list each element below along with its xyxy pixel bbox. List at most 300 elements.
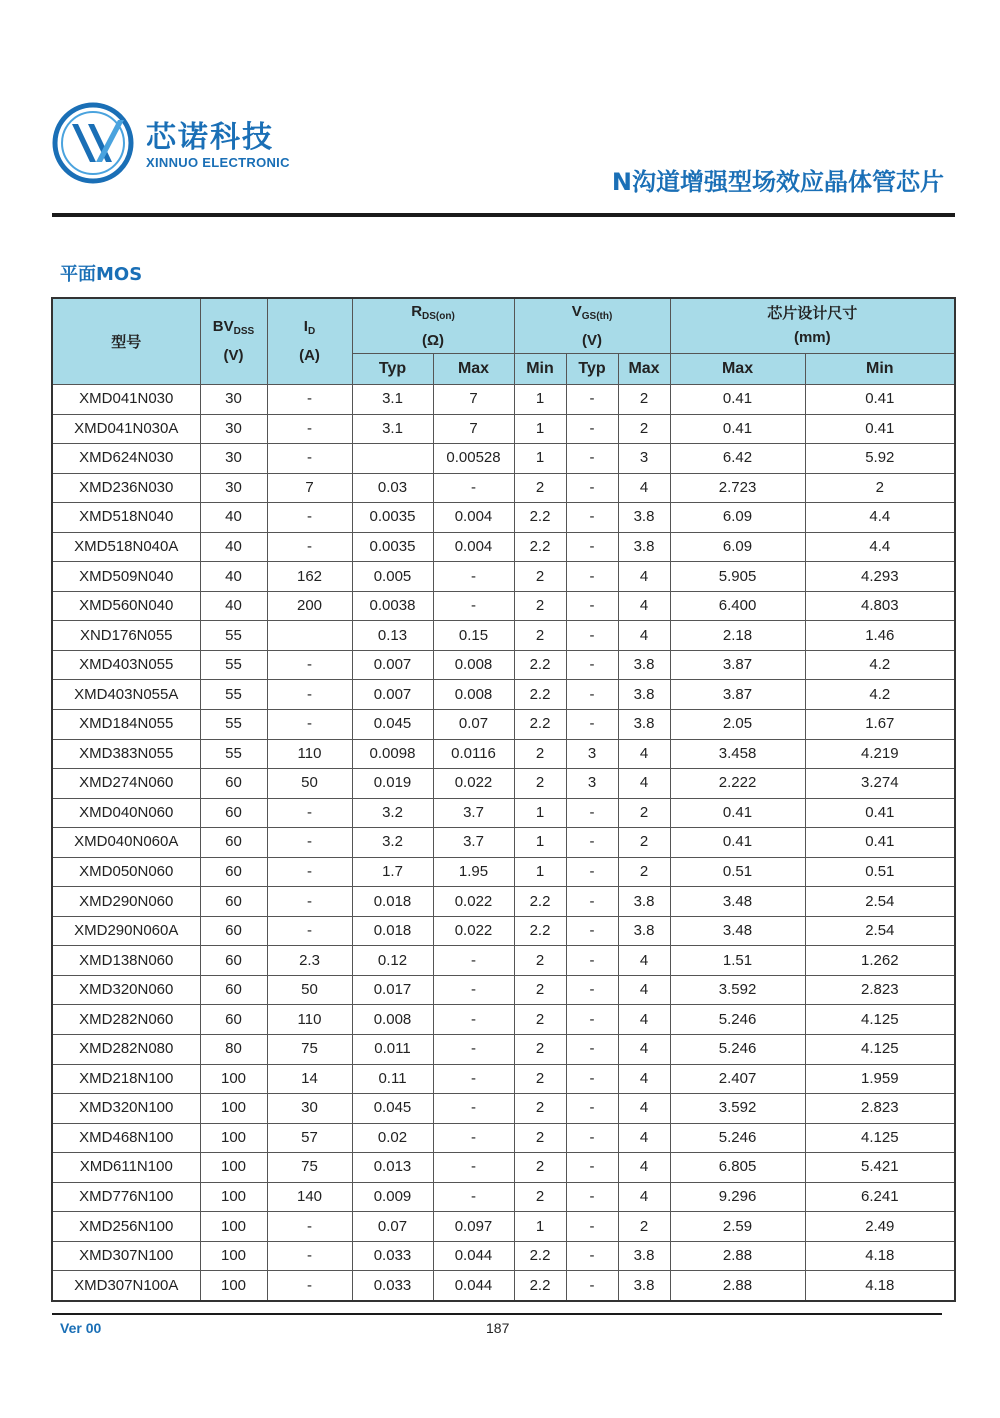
cell-bvdss: 80	[200, 1035, 267, 1065]
cell-size-min: 1.67	[805, 710, 955, 740]
cell-id: 75	[267, 1035, 352, 1065]
cell-vgs-max: 2	[618, 798, 670, 828]
cell-size-max: 6.09	[670, 532, 805, 562]
cell-rds-max: 0.022	[433, 769, 514, 799]
cell-model: XMD184N055	[52, 710, 200, 740]
cell-vgs-min: 2	[514, 1123, 566, 1153]
cell-size-min: 2.49	[805, 1212, 955, 1242]
cell-size-max: 2.222	[670, 769, 805, 799]
cell-vgs-max: 3.8	[618, 650, 670, 680]
cell-size-max: 1.51	[670, 946, 805, 976]
cell-size-min: 2.823	[805, 1094, 955, 1124]
table-row	[52, 828, 955, 858]
cell-vgs-min: 2	[514, 946, 566, 976]
cell-rds-typ: 0.018	[352, 887, 433, 917]
table-row	[52, 621, 955, 651]
table-row	[52, 1064, 955, 1094]
cell-vgs-typ: 3	[566, 769, 618, 799]
cell-vgs-max: 3.8	[618, 710, 670, 740]
cell-rds-typ: 0.045	[352, 1094, 433, 1124]
cell-vgs-min: 2.2	[514, 916, 566, 946]
table-row	[52, 414, 955, 444]
cell-vgs-max: 4	[618, 1182, 670, 1212]
subheader-size-max: Max	[670, 354, 805, 385]
cell-rds-max: 0.044	[433, 1241, 514, 1271]
cell-vgs-typ: -	[566, 1241, 618, 1271]
cell-vgs-max: 3.8	[618, 503, 670, 533]
cell-vgs-min: 2.2	[514, 710, 566, 740]
cell-size-max: 3.87	[670, 650, 805, 680]
cell-bvdss: 60	[200, 975, 267, 1005]
cell-rds-max: 0.15	[433, 621, 514, 651]
cell-vgs-min: 2.2	[514, 887, 566, 917]
cell-vgs-max: 2	[618, 857, 670, 887]
cell-rds-max: 0.044	[433, 1271, 514, 1301]
cell-size-min: 4.125	[805, 1123, 955, 1153]
cell-rds-max: 0.07	[433, 710, 514, 740]
cell-bvdss: 55	[200, 680, 267, 710]
cell-bvdss: 60	[200, 916, 267, 946]
cell-vgs-min: 2	[514, 1153, 566, 1183]
cell-rds-max: -	[433, 975, 514, 1005]
cell-rds-max: 3.7	[433, 828, 514, 858]
cell-vgs-typ: -	[566, 591, 618, 621]
cell-model: XMD776N100	[52, 1182, 200, 1212]
cell-vgs-max: 3	[618, 444, 670, 474]
cell-bvdss: 60	[200, 828, 267, 858]
cell-rds-typ: 0.0035	[352, 503, 433, 533]
cell-rds-max: 0.004	[433, 503, 514, 533]
cell-vgs-min: 2	[514, 1064, 566, 1094]
cell-vgs-min: 2	[514, 1094, 566, 1124]
cell-id: 162	[267, 562, 352, 592]
cell-model: XND176N055	[52, 621, 200, 651]
cell-size-min: 4.125	[805, 1035, 955, 1065]
cell-bvdss: 60	[200, 798, 267, 828]
footer-divider	[52, 1313, 942, 1315]
cell-vgs-typ: -	[566, 1094, 618, 1124]
cell-vgs-min: 2	[514, 1005, 566, 1035]
cell-vgs-typ: -	[566, 562, 618, 592]
table-row	[52, 1123, 955, 1153]
cell-vgs-max: 4	[618, 1035, 670, 1065]
cell-vgs-max: 3.8	[618, 680, 670, 710]
cell-rds-max: -	[433, 1035, 514, 1065]
cell-rds-typ: 3.2	[352, 828, 433, 858]
cell-size-min: 0.41	[805, 385, 955, 415]
table-row	[52, 739, 955, 769]
subheader-vgs-min: Min	[514, 354, 566, 385]
cell-vgs-typ: -	[566, 710, 618, 740]
cell-rds-typ: 0.03	[352, 473, 433, 503]
cell-id: 57	[267, 1123, 352, 1153]
cell-vgs-typ: -	[566, 1035, 618, 1065]
cell-vgs-typ: -	[566, 532, 618, 562]
cell-rds-typ: 0.011	[352, 1035, 433, 1065]
table-row	[52, 857, 955, 887]
cell-vgs-min: 2.2	[514, 680, 566, 710]
cell-id: 75	[267, 1153, 352, 1183]
cell-size-max: 2.05	[670, 710, 805, 740]
cell-rds-typ: 3.1	[352, 385, 433, 415]
cell-rds-typ: 0.018	[352, 916, 433, 946]
cell-rds-typ: 0.0038	[352, 591, 433, 621]
cell-size-max: 3.592	[670, 1094, 805, 1124]
brand-name-en: XINNUO ELECTRONIC	[146, 155, 290, 170]
cell-bvdss: 55	[200, 650, 267, 680]
cell-rds-typ: 0.019	[352, 769, 433, 799]
cell-id: -	[267, 532, 352, 562]
cell-size-max: 0.41	[670, 385, 805, 415]
xinnuo-logo-icon	[52, 102, 134, 184]
cell-vgs-min: 2	[514, 562, 566, 592]
cell-rds-typ: 0.12	[352, 946, 433, 976]
cell-id: -	[267, 710, 352, 740]
cell-size-max: 5.246	[670, 1035, 805, 1065]
cell-bvdss: 60	[200, 1005, 267, 1035]
cell-vgs-typ: -	[566, 1271, 618, 1301]
cell-rds-typ: 0.009	[352, 1182, 433, 1212]
cell-rds-max: 0.022	[433, 887, 514, 917]
cell-vgs-max: 4	[618, 562, 670, 592]
subheader-rds-max: Max	[433, 354, 514, 385]
cell-rds-typ	[352, 444, 433, 474]
cell-vgs-min: 2	[514, 975, 566, 1005]
cell-bvdss: 40	[200, 503, 267, 533]
cell-vgs-min: 1	[514, 444, 566, 474]
table-row	[52, 946, 955, 976]
table-row	[52, 1271, 955, 1301]
cell-vgs-typ: -	[566, 503, 618, 533]
cell-id: -	[267, 1241, 352, 1271]
cell-size-max: 2.59	[670, 1212, 805, 1242]
cell-vgs-min: 2.2	[514, 532, 566, 562]
table-row	[52, 1005, 955, 1035]
cell-rds-max: 0.008	[433, 680, 514, 710]
cell-bvdss: 100	[200, 1271, 267, 1301]
cell-vgs-typ: -	[566, 621, 618, 651]
cell-size-max: 2.88	[670, 1271, 805, 1301]
header-model: 型号	[52, 298, 200, 385]
section-title: 平面MOS	[60, 264, 143, 285]
cell-size-max: 3.48	[670, 916, 805, 946]
cell-id: -	[267, 680, 352, 710]
cell-size-max: 3.592	[670, 975, 805, 1005]
header-id: $I_D$ (A)	[267, 298, 352, 385]
table-row	[52, 975, 955, 1005]
cell-vgs-min: 1	[514, 1212, 566, 1242]
table-row	[52, 769, 955, 799]
cell-rds-typ: 0.033	[352, 1241, 433, 1271]
cell-id	[267, 621, 352, 651]
cell-rds-typ: 0.017	[352, 975, 433, 1005]
cell-vgs-min: 1	[514, 414, 566, 444]
cell-vgs-max: 4	[618, 739, 670, 769]
cell-vgs-typ: 3	[566, 739, 618, 769]
cell-vgs-min: 2	[514, 769, 566, 799]
table-row	[52, 916, 955, 946]
cell-vgs-max: 2	[618, 1212, 670, 1242]
cell-id: 110	[267, 739, 352, 769]
cell-id: -	[267, 503, 352, 533]
cell-id: 50	[267, 975, 352, 1005]
cell-size-min: 4.2	[805, 650, 955, 680]
cell-size-min: 1.46	[805, 621, 955, 651]
table-row	[52, 503, 955, 533]
cell-size-min: 2	[805, 473, 955, 503]
cell-size-max: 0.41	[670, 414, 805, 444]
cell-model: XMD274N060	[52, 769, 200, 799]
cell-vgs-min: 1	[514, 857, 566, 887]
cell-size-max: 2.18	[670, 621, 805, 651]
table-row	[52, 591, 955, 621]
cell-vgs-typ: -	[566, 385, 618, 415]
cell-rds-max: 0.097	[433, 1212, 514, 1242]
cell-vgs-min: 2	[514, 739, 566, 769]
cell-size-max: 5.246	[670, 1123, 805, 1153]
cell-size-min: 2.54	[805, 887, 955, 917]
cell-rds-max: -	[433, 562, 514, 592]
cell-size-max: 3.87	[670, 680, 805, 710]
cell-vgs-min: 2.2	[514, 1241, 566, 1271]
cell-bvdss: 40	[200, 591, 267, 621]
cell-vgs-min: 2	[514, 591, 566, 621]
cell-rds-typ: 0.007	[352, 680, 433, 710]
cell-vgs-typ: -	[566, 473, 618, 503]
cell-vgs-typ: -	[566, 857, 618, 887]
cell-model: XMD307N100A	[52, 1271, 200, 1301]
cell-model: XMD307N100	[52, 1241, 200, 1271]
cell-bvdss: 55	[200, 739, 267, 769]
cell-model: XMD468N100	[52, 1123, 200, 1153]
cell-size-min: 4.2	[805, 680, 955, 710]
cell-vgs-max: 4	[618, 946, 670, 976]
cell-size-min: 0.41	[805, 798, 955, 828]
cell-rds-typ: 3.2	[352, 798, 433, 828]
cell-size-min: 2.823	[805, 975, 955, 1005]
table-row	[52, 1182, 955, 1212]
cell-id: 7	[267, 473, 352, 503]
cell-size-max: 2.723	[670, 473, 805, 503]
cell-vgs-typ: -	[566, 946, 618, 976]
cell-model: XMD040N060	[52, 798, 200, 828]
cell-vgs-max: 4	[618, 1123, 670, 1153]
cell-vgs-min: 2	[514, 473, 566, 503]
cell-vgs-min: 2	[514, 1035, 566, 1065]
cell-vgs-typ: -	[566, 1064, 618, 1094]
cell-vgs-typ: -	[566, 1182, 618, 1212]
cell-model: XMD403N055	[52, 650, 200, 680]
cell-vgs-typ: -	[566, 1212, 618, 1242]
cell-rds-max: 0.022	[433, 916, 514, 946]
cell-id: 30	[267, 1094, 352, 1124]
cell-vgs-min: 2	[514, 1182, 566, 1212]
cell-id: -	[267, 1212, 352, 1242]
cell-vgs-max: 4	[618, 1094, 670, 1124]
cell-size-min: 4.803	[805, 591, 955, 621]
cell-rds-typ: 0.0098	[352, 739, 433, 769]
cell-vgs-typ: -	[566, 916, 618, 946]
version-label: Ver 00	[60, 1320, 102, 1336]
table-row	[52, 562, 955, 592]
cell-vgs-typ: -	[566, 414, 618, 444]
cell-size-max: 0.41	[670, 828, 805, 858]
cell-model: XMD403N055A	[52, 680, 200, 710]
cell-vgs-max: 2	[618, 385, 670, 415]
cell-size-min: 4.125	[805, 1005, 955, 1035]
cell-vgs-typ: -	[566, 798, 618, 828]
cell-id: 200	[267, 591, 352, 621]
cell-id: -	[267, 650, 352, 680]
cell-model: XMD611N100	[52, 1153, 200, 1183]
cell-size-max: 9.296	[670, 1182, 805, 1212]
cell-rds-max: 0.00528	[433, 444, 514, 474]
page-number: 187	[486, 1320, 510, 1336]
cell-vgs-min: 2.2	[514, 503, 566, 533]
cell-bvdss: 30	[200, 444, 267, 474]
header-chip-size: 芯片设计尺寸 (mm)	[670, 298, 955, 354]
cell-size-min: 6.241	[805, 1182, 955, 1212]
header-vgsth: $V_{GS(th)}$ (V)	[514, 298, 670, 354]
cell-vgs-max: 4	[618, 1153, 670, 1183]
cell-model: XMD383N055	[52, 739, 200, 769]
cell-size-max: 2.407	[670, 1064, 805, 1094]
cell-model: XMD624N030	[52, 444, 200, 474]
cell-size-min: 0.41	[805, 414, 955, 444]
cell-id: 110	[267, 1005, 352, 1035]
cell-size-min: 4.4	[805, 503, 955, 533]
cell-vgs-max: 2	[618, 414, 670, 444]
cell-rds-typ: 1.7	[352, 857, 433, 887]
cell-bvdss: 40	[200, 562, 267, 592]
cell-rds-max: 3.7	[433, 798, 514, 828]
cell-model: XMD320N100	[52, 1094, 200, 1124]
cell-size-max: 2.88	[670, 1241, 805, 1271]
cell-vgs-max: 4	[618, 621, 670, 651]
cell-vgs-max: 3.8	[618, 887, 670, 917]
cell-id: 50	[267, 769, 352, 799]
document-title: N沟道增强型场效应晶体管芯片	[611, 168, 944, 196]
table-row	[52, 710, 955, 740]
cell-model: XMD282N080	[52, 1035, 200, 1065]
cell-rds-max: -	[433, 946, 514, 976]
cell-vgs-max: 3.8	[618, 532, 670, 562]
cell-model: XMD236N030	[52, 473, 200, 503]
cell-vgs-max: 3.8	[618, 1271, 670, 1301]
cell-model: XMD218N100	[52, 1064, 200, 1094]
cell-size-min: 2.54	[805, 916, 955, 946]
cell-rds-max: -	[433, 591, 514, 621]
cell-rds-max: 0.008	[433, 650, 514, 680]
cell-size-max: 3.458	[670, 739, 805, 769]
cell-rds-typ: 0.008	[352, 1005, 433, 1035]
cell-vgs-min: 2.2	[514, 650, 566, 680]
cell-size-max: 3.48	[670, 887, 805, 917]
cell-size-max: 6.09	[670, 503, 805, 533]
cell-id: 14	[267, 1064, 352, 1094]
cell-model: XMD282N060	[52, 1005, 200, 1035]
cell-rds-max: 0.004	[433, 532, 514, 562]
cell-rds-typ: 0.13	[352, 621, 433, 651]
cell-size-max: 0.51	[670, 857, 805, 887]
cell-bvdss: 40	[200, 532, 267, 562]
cell-id: -	[267, 444, 352, 474]
header-divider	[52, 213, 955, 217]
cell-size-min: 0.51	[805, 857, 955, 887]
cell-size-min: 5.421	[805, 1153, 955, 1183]
cell-rds-typ: 0.005	[352, 562, 433, 592]
cell-rds-max: -	[433, 1094, 514, 1124]
cell-id: -	[267, 1271, 352, 1301]
subheader-vgs-typ: Typ	[566, 354, 618, 385]
cell-rds-max: 7	[433, 385, 514, 415]
cell-bvdss: 100	[200, 1123, 267, 1153]
cell-vgs-min: 2	[514, 621, 566, 651]
cell-size-min: 5.92	[805, 444, 955, 474]
cell-rds-max: 0.0116	[433, 739, 514, 769]
cell-rds-typ: 0.033	[352, 1271, 433, 1301]
cell-rds-max: 1.95	[433, 857, 514, 887]
cell-id: -	[267, 798, 352, 828]
table-row	[52, 680, 955, 710]
cell-bvdss: 60	[200, 857, 267, 887]
cell-bvdss: 30	[200, 473, 267, 503]
cell-rds-typ: 0.07	[352, 1212, 433, 1242]
cell-size-min: 4.18	[805, 1241, 955, 1271]
table-row	[52, 798, 955, 828]
cell-vgs-min: 1	[514, 385, 566, 415]
cell-size-min: 1.959	[805, 1064, 955, 1094]
cell-rds-typ: 0.02	[352, 1123, 433, 1153]
cell-rds-typ: 0.045	[352, 710, 433, 740]
cell-bvdss: 55	[200, 621, 267, 651]
cell-size-min: 3.274	[805, 769, 955, 799]
cell-bvdss: 60	[200, 946, 267, 976]
cell-vgs-typ: -	[566, 828, 618, 858]
cell-bvdss: 100	[200, 1241, 267, 1271]
cell-model: XMD518N040A	[52, 532, 200, 562]
cell-bvdss: 30	[200, 414, 267, 444]
cell-model: XMD040N060A	[52, 828, 200, 858]
cell-bvdss: 55	[200, 710, 267, 740]
subheader-size-min: Min	[805, 354, 955, 385]
cell-model: XMD050N060	[52, 857, 200, 887]
cell-model: XMD041N030A	[52, 414, 200, 444]
cell-vgs-max: 3.8	[618, 916, 670, 946]
subheader-rds-typ: Typ	[352, 354, 433, 385]
cell-vgs-min: 1	[514, 798, 566, 828]
header-bvdss: $BV_{DSS}$ (V)	[200, 298, 267, 385]
cell-size-min: 4.293	[805, 562, 955, 592]
table-row	[52, 532, 955, 562]
cell-bvdss: 100	[200, 1064, 267, 1094]
cell-size-min: 4.18	[805, 1271, 955, 1301]
table-row	[52, 385, 955, 415]
table-row	[52, 1212, 955, 1242]
cell-vgs-max: 2	[618, 828, 670, 858]
cell-bvdss: 100	[200, 1212, 267, 1242]
cell-id: -	[267, 828, 352, 858]
cell-vgs-typ: -	[566, 1005, 618, 1035]
cell-bvdss: 60	[200, 769, 267, 799]
cell-id: 2.3	[267, 946, 352, 976]
cell-rds-typ: 0.11	[352, 1064, 433, 1094]
cell-rds-typ: 0.013	[352, 1153, 433, 1183]
table-row	[52, 1094, 955, 1124]
cell-model: XMD256N100	[52, 1212, 200, 1242]
cell-rds-max: -	[433, 1123, 514, 1153]
cell-model: XMD518N040	[52, 503, 200, 533]
